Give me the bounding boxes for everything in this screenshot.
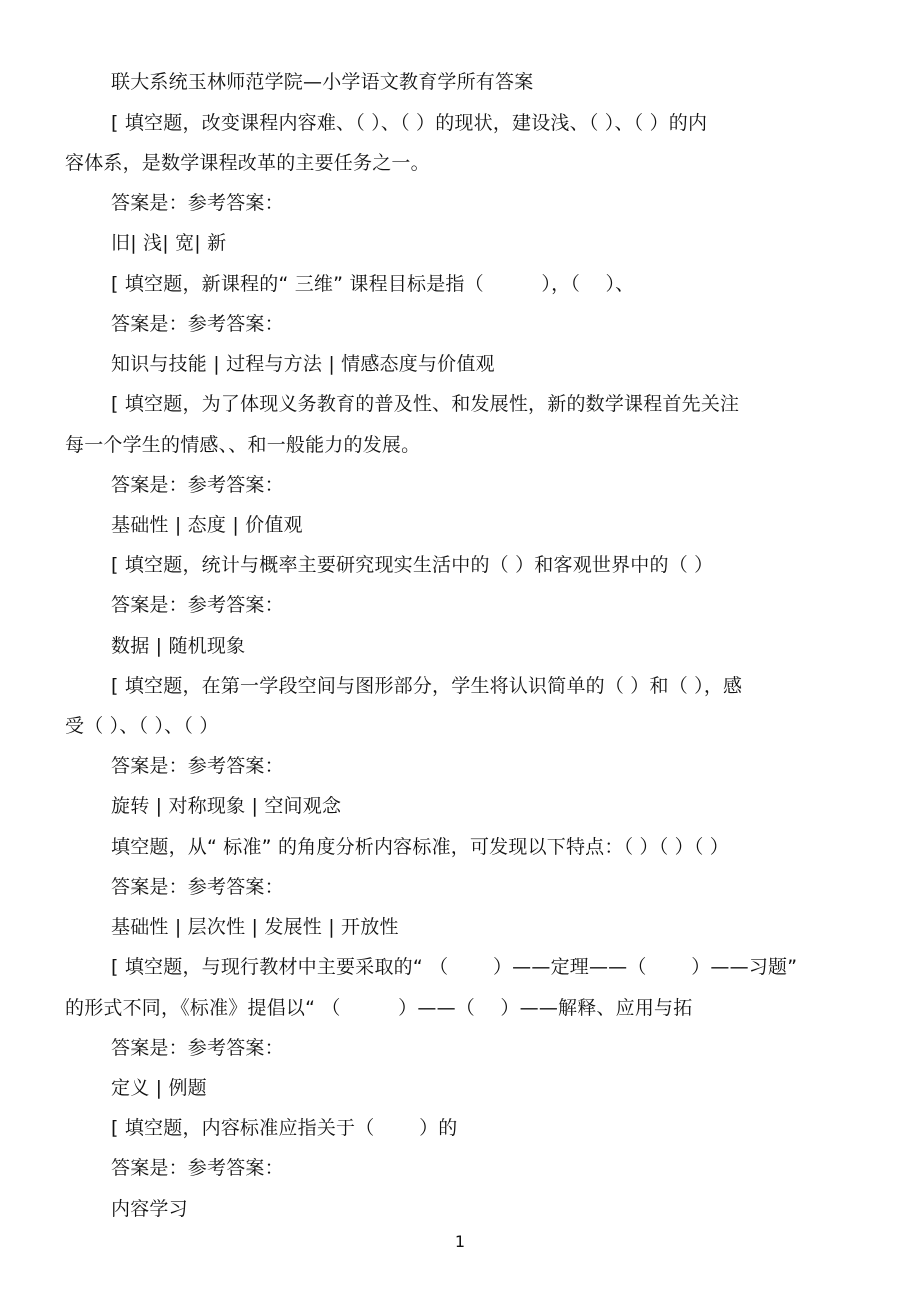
document-title: 联大系统玉林师范学院—小学语文教育学所有答案	[111, 71, 534, 93]
answer-text: 定义 | 例题	[111, 1077, 207, 1099]
question-text-continued: 受（ ）、（ ）、（ ）	[65, 715, 219, 737]
answer-label: 答案是：参考答案：	[111, 755, 284, 777]
answer-label: 答案是：参考答案：	[111, 876, 284, 898]
answer-text: 基础性 | 态度 | 价值观	[111, 514, 303, 536]
answer-label: 答案是：参考答案：	[111, 1157, 284, 1179]
question-text-continued: 容体系，是数学课程改革的主要任务之一。	[65, 152, 430, 174]
question-text: [ 填空题，在第一学段空间与图形部分，学生将认识简单的（ ）和（ ），感	[111, 675, 743, 697]
answer-label: 答案是：参考答案：	[111, 1037, 284, 1059]
question-text: [ 填空题，内容标准应指关于（ ）的	[111, 1117, 458, 1139]
question-text: [ 填空题，为了体现义务教育的普及性、和发展性，新的数学课程首先关注	[111, 393, 740, 415]
question-text: [ 填空题，新课程的“ 三维” 课程目标是指（ ），（ ）、	[111, 273, 635, 295]
question-text: [ 填空题，与现行教材中主要采取的“ （ ）——定理——（ ）——习题”	[111, 956, 798, 978]
answer-text: 知识与技能 | 过程与方法 | 情感态度与价值观	[111, 353, 495, 375]
answer-text: 基础性 | 层次性 | 发展性 | 开放性	[111, 916, 399, 938]
answer-text: 旧| 浅| 宽| 新	[111, 232, 227, 254]
question-text: 填空题，从“ 标准” 的角度分析内容标准，可发现以下特点：（ ）（ ）（ ）	[111, 836, 729, 858]
answer-label: 答案是：参考答案：	[111, 192, 284, 214]
answer-text: 旋转 | 对称现象 | 空间观念	[111, 795, 342, 817]
answer-text: 数据 | 随机现象	[111, 635, 246, 657]
question-text-continued: 每一个学生的情感、、和一般能力的发展。	[65, 434, 421, 456]
question-text: [ 填空题，改变课程内容难、（ ）、（ ）的现状，建设浅、（ ）、（ ）的内	[111, 112, 708, 134]
answer-label: 答案是：参考答案：	[111, 594, 284, 616]
question-text-continued: 的形式不同，《标准》提倡以“ （ ）——（ ）——解释、应用与拓	[65, 997, 693, 1019]
answer-label: 答案是：参考答案：	[111, 474, 284, 496]
question-text: [ 填空题，统计与概率主要研究现实生活中的（ ）和客观世界中的（ ）	[111, 554, 714, 576]
answer-label: 答案是：参考答案：	[111, 313, 284, 335]
page-number: 1	[454, 1232, 466, 1251]
answer-text: 内容学习	[111, 1198, 188, 1220]
